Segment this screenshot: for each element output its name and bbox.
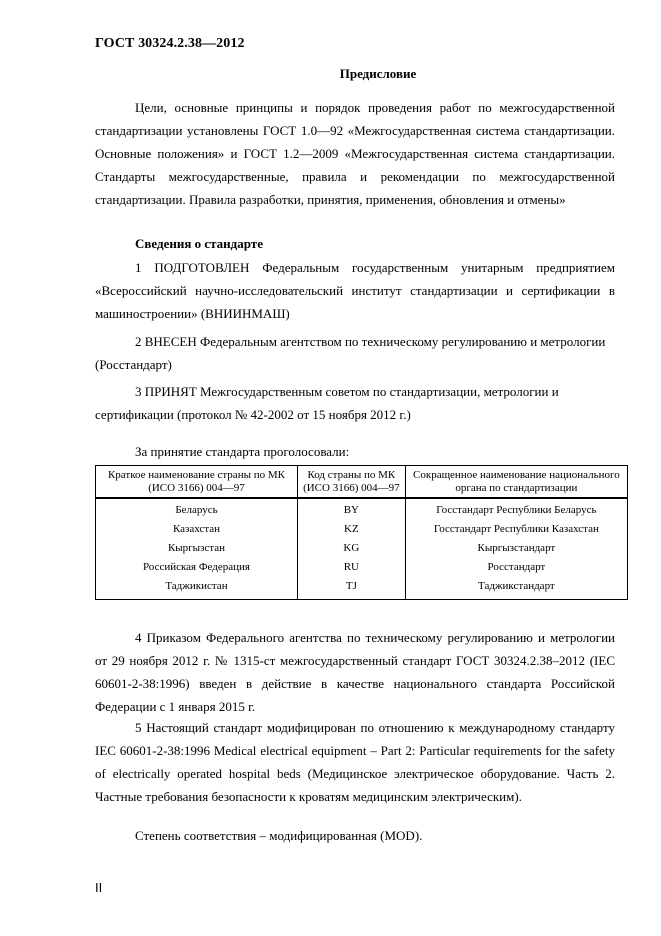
item-3-paragraph: 3 ПРИНЯТ Межгосударственным советом по стандартизации, метрологии и сертификации (протокол № 42-2002 от 15 ноября 2012 г.) xyxy=(95,384,559,422)
cell-code: RU xyxy=(297,558,405,577)
table-row xyxy=(96,498,628,520)
cell-body: Таджикстандарт xyxy=(405,577,627,600)
table-header-body: Сокращенное наименование национального органа по стандартизации xyxy=(405,466,627,499)
cell-body: Госстандарт Республики Беларусь xyxy=(405,498,627,520)
cell-code: KZ xyxy=(297,520,405,539)
cell-code: KG xyxy=(297,539,405,558)
cell-code: BY xyxy=(297,498,405,520)
table-header-code: Код страны по МК (ИСО 3166) 004—97 xyxy=(297,466,405,499)
cell-country: Таджикистан xyxy=(96,577,298,600)
table-row xyxy=(96,520,628,539)
document-header: ГОСТ 30324.2.38—2012 xyxy=(95,36,245,51)
section-title: Сведения о стандарте xyxy=(135,236,263,251)
table-header-row xyxy=(96,466,628,499)
cell-body: Росстандарт xyxy=(405,558,627,577)
cell-body: Кыргызстандарт xyxy=(405,539,627,558)
cell-country: Российская Федерация xyxy=(96,558,298,577)
cell-country: Беларусь xyxy=(96,498,298,520)
conformity-degree: Степень соответствия – модифицированная (MOD). xyxy=(135,828,423,843)
table-row xyxy=(96,577,628,600)
item-1-paragraph: 1 ПОДГОТОВЛЕН Федеральным государственным унитарным предприятием «Всероссийский научно-исследовательский институт стандартизации и сертификации в машиностроении» (ВНИИНМАШ) xyxy=(95,260,615,321)
cell-body: Госстандарт Республики Казахстан xyxy=(405,520,627,539)
voting-table xyxy=(95,465,628,600)
table-header-country: Краткое наименование страны по МК (ИСО 3166) 004—97 xyxy=(96,466,298,499)
vote-label: За принятие стандарта проголосовали: xyxy=(135,444,350,459)
item-5-paragraph: 5 Настоящий стандарт модифицирован по отношению к международному стандарту IEC 60601-2-38:1996 Medical electrical equipment – Part 2: Particular requirements for the safety of electrically operated hospital beds (Медицинское электрическое оборудование. Часть 2. Частные требования безопасности к кроватям медицинским электрическим). xyxy=(95,720,615,804)
foreword-title: Предисловие xyxy=(339,66,417,81)
table-row xyxy=(96,539,628,558)
cell-country: Казахстан xyxy=(96,520,298,539)
intro-paragraph: Цели, основные принципы и порядок проведения работ по межгосударственной стандартизации установлены ГОСТ 1.0—92 «Межгосударственная система стандартизации. Основные положения» и ГОСТ 1.2—2009 «Межгосударственная система стандартизации. Стандарты межгосударственные, правила и рекомендации по межгосударственной стандартизации. Правила разработки, принятия, применения, обновления и отмены» xyxy=(95,100,615,207)
page-number: II xyxy=(95,880,103,895)
table-row xyxy=(96,558,628,577)
item-4-paragraph: 4 Приказом Федерального агентства по техническому регулированию и метрологии от 29 ноября 2012 г. № 1315-ст межгосударственный стандарт ГОСТ 30324.2.38–2012 (IEC 60601-2-38:1996) введен в действие в качестве национального стандарта Российской Федерации с 1 января 2015 г. xyxy=(95,630,615,714)
cell-code: TJ xyxy=(297,577,405,600)
item-2-paragraph: 2 ВНЕСЕН Федеральным агентством по техническому регулированию и метрологии (Росстандарт) xyxy=(95,334,606,372)
cell-country: Кыргызстан xyxy=(96,539,298,558)
